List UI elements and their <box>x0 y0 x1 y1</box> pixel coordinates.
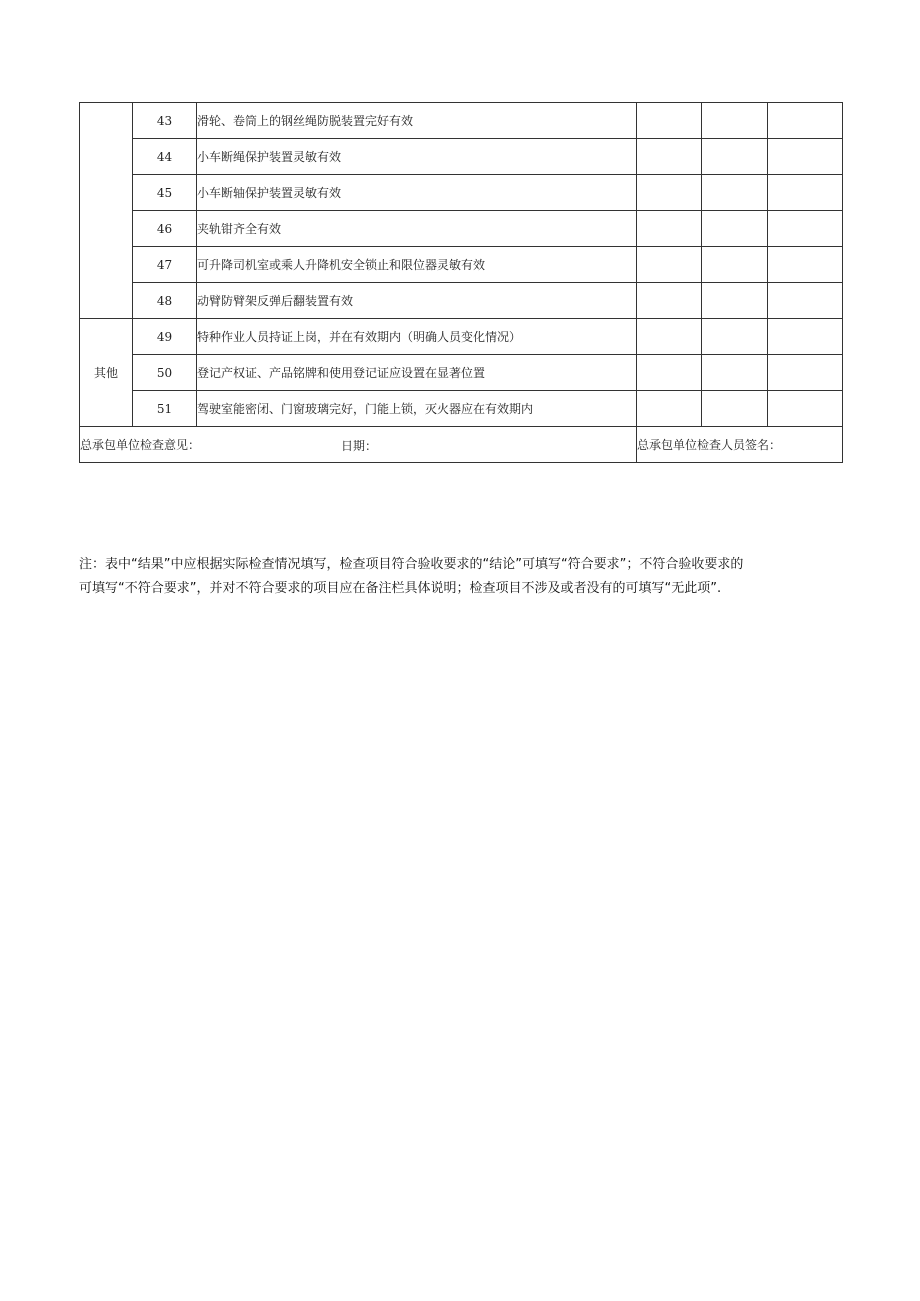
table-row <box>80 283 843 319</box>
result-cell[interactable] <box>637 355 702 391</box>
conclusion-cell[interactable] <box>702 355 768 391</box>
table-row <box>80 319 843 355</box>
check-item-cell: 小车断绳保护装置灵敏有效 <box>197 139 637 175</box>
check-item-cell: 驾驶室能密闭、门窗玻璃完好，门能上锁，灭火器应在有效期内 <box>197 391 637 427</box>
category-cell: 其他 <box>80 319 133 427</box>
result-cell[interactable] <box>637 319 702 355</box>
remark-cell[interactable] <box>768 211 843 247</box>
item-number-cell: 47 <box>133 247 197 283</box>
item-number-cell: 51 <box>133 391 197 427</box>
conclusion-cell[interactable] <box>702 139 768 175</box>
item-number-cell: 43 <box>133 103 197 139</box>
signature-label: 总承包单位检查人员签名： <box>637 437 782 452</box>
remark-cell[interactable] <box>768 139 843 175</box>
conclusion-cell[interactable] <box>702 103 768 139</box>
check-item-cell: 滑轮、卷筒上的钢丝绳防脱装置完好有效 <box>197 103 637 139</box>
remark-cell[interactable] <box>768 103 843 139</box>
item-number-cell: 48 <box>133 283 197 319</box>
conclusion-cell[interactable] <box>702 247 768 283</box>
check-item-cell: 特种作业人员持证上岗，并在有效期内（明确人员变化情况） <box>197 319 637 355</box>
opinion-label: 总承包单位检查意见： <box>80 437 201 452</box>
footnote-line-1: 注：表中“结果”中应根据实际检查情况填写，检查项目符合验收要求的“结论”可填写“符合要求”；不符合验收要求的 <box>79 557 744 572</box>
table-row <box>80 391 843 427</box>
check-item-cell: 夹轨钳齐全有效 <box>197 211 637 247</box>
remark-cell[interactable] <box>768 175 843 211</box>
result-cell[interactable] <box>637 283 702 319</box>
remark-cell[interactable] <box>768 355 843 391</box>
remark-cell[interactable] <box>768 391 843 427</box>
item-number-cell: 49 <box>133 319 197 355</box>
result-cell[interactable] <box>637 211 702 247</box>
signature-row <box>80 427 843 463</box>
table-row <box>80 139 843 175</box>
conclusion-cell[interactable] <box>702 175 768 211</box>
table-row <box>80 211 843 247</box>
conclusion-cell[interactable] <box>702 211 768 247</box>
signature-cell[interactable] <box>637 427 843 463</box>
table-row <box>80 355 843 391</box>
table-row <box>80 247 843 283</box>
result-cell[interactable] <box>637 391 702 427</box>
conclusion-cell[interactable] <box>702 319 768 355</box>
result-cell[interactable] <box>637 247 702 283</box>
inspection-table <box>79 102 843 463</box>
item-number-cell: 45 <box>133 175 197 211</box>
remark-cell[interactable] <box>768 283 843 319</box>
remark-cell[interactable] <box>768 319 843 355</box>
footnote-line-2: 可填写“不符合要求”，并对不符合要求的项目应在备注栏具体说明；检查项目不涉及或者没有的可填写“无此项”. <box>79 581 722 596</box>
date-label: 日期： <box>341 439 378 453</box>
check-item-cell: 登记产权证、产品铭牌和使用登记证应设置在显著位置 <box>197 355 637 391</box>
category-cell <box>80 103 133 319</box>
table-row <box>80 175 843 211</box>
remark-cell[interactable] <box>768 247 843 283</box>
check-item-cell: 可升降司机室或乘人升降机安全锁止和限位器灵敏有效 <box>197 247 637 283</box>
check-item-cell: 小车断轴保护装置灵敏有效 <box>197 175 637 211</box>
table-body <box>80 103 843 427</box>
item-number-cell: 50 <box>133 355 197 391</box>
footnote <box>79 553 849 601</box>
table-row <box>80 103 843 139</box>
result-cell[interactable] <box>637 175 702 211</box>
item-number-cell: 46 <box>133 211 197 247</box>
check-item-cell: 动臂防臂架反弹后翻装置有效 <box>197 283 637 319</box>
conclusion-cell[interactable] <box>702 391 768 427</box>
result-cell[interactable] <box>637 103 702 139</box>
inspection-sheet <box>79 102 842 463</box>
result-cell[interactable] <box>637 139 702 175</box>
opinion-cell[interactable] <box>80 427 637 463</box>
item-number-cell: 44 <box>133 139 197 175</box>
conclusion-cell[interactable] <box>702 283 768 319</box>
